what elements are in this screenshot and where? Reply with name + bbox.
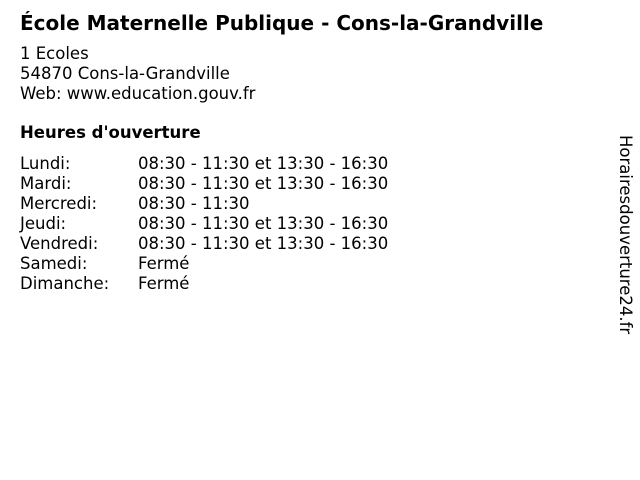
day-label: Lundi: (20, 154, 71, 173)
day-label: Dimanche: (20, 274, 110, 293)
page-title: École Maternelle Publique - Cons-la-Grandville (20, 11, 544, 35)
day-label: Samedi: (20, 254, 88, 273)
day-label: Vendredi: (20, 234, 99, 253)
time-value: 08:30 - 11:30 et 13:30 - 16:30 (138, 174, 389, 193)
opening-hours-heading: Heures d'ouverture (20, 123, 201, 142)
address-block (20, 44, 255, 104)
day-label: Mardi: (20, 174, 72, 193)
day-label: Mercredi: (20, 194, 98, 213)
address-city: 54870 Cons-la-Grandville (20, 64, 230, 83)
day-label: Jeudi: (20, 214, 67, 233)
address-web: Web: www.education.gouv.fr (20, 84, 256, 103)
time-value: 08:30 - 11:30 (138, 194, 250, 213)
time-value: 08:30 - 11:30 et 13:30 - 16:30 (138, 214, 389, 233)
address-street: 1 Ecoles (20, 44, 89, 63)
time-value: 08:30 - 11:30 et 13:30 - 16:30 (138, 234, 389, 253)
time-value: Fermé (138, 254, 190, 273)
time-value: 08:30 - 11:30 et 13:30 - 16:30 (138, 154, 389, 173)
time-value: Fermé (138, 274, 190, 293)
watermark-text: Horairesdouverture24.fr (616, 135, 635, 335)
site-watermark (612, 135, 636, 375)
